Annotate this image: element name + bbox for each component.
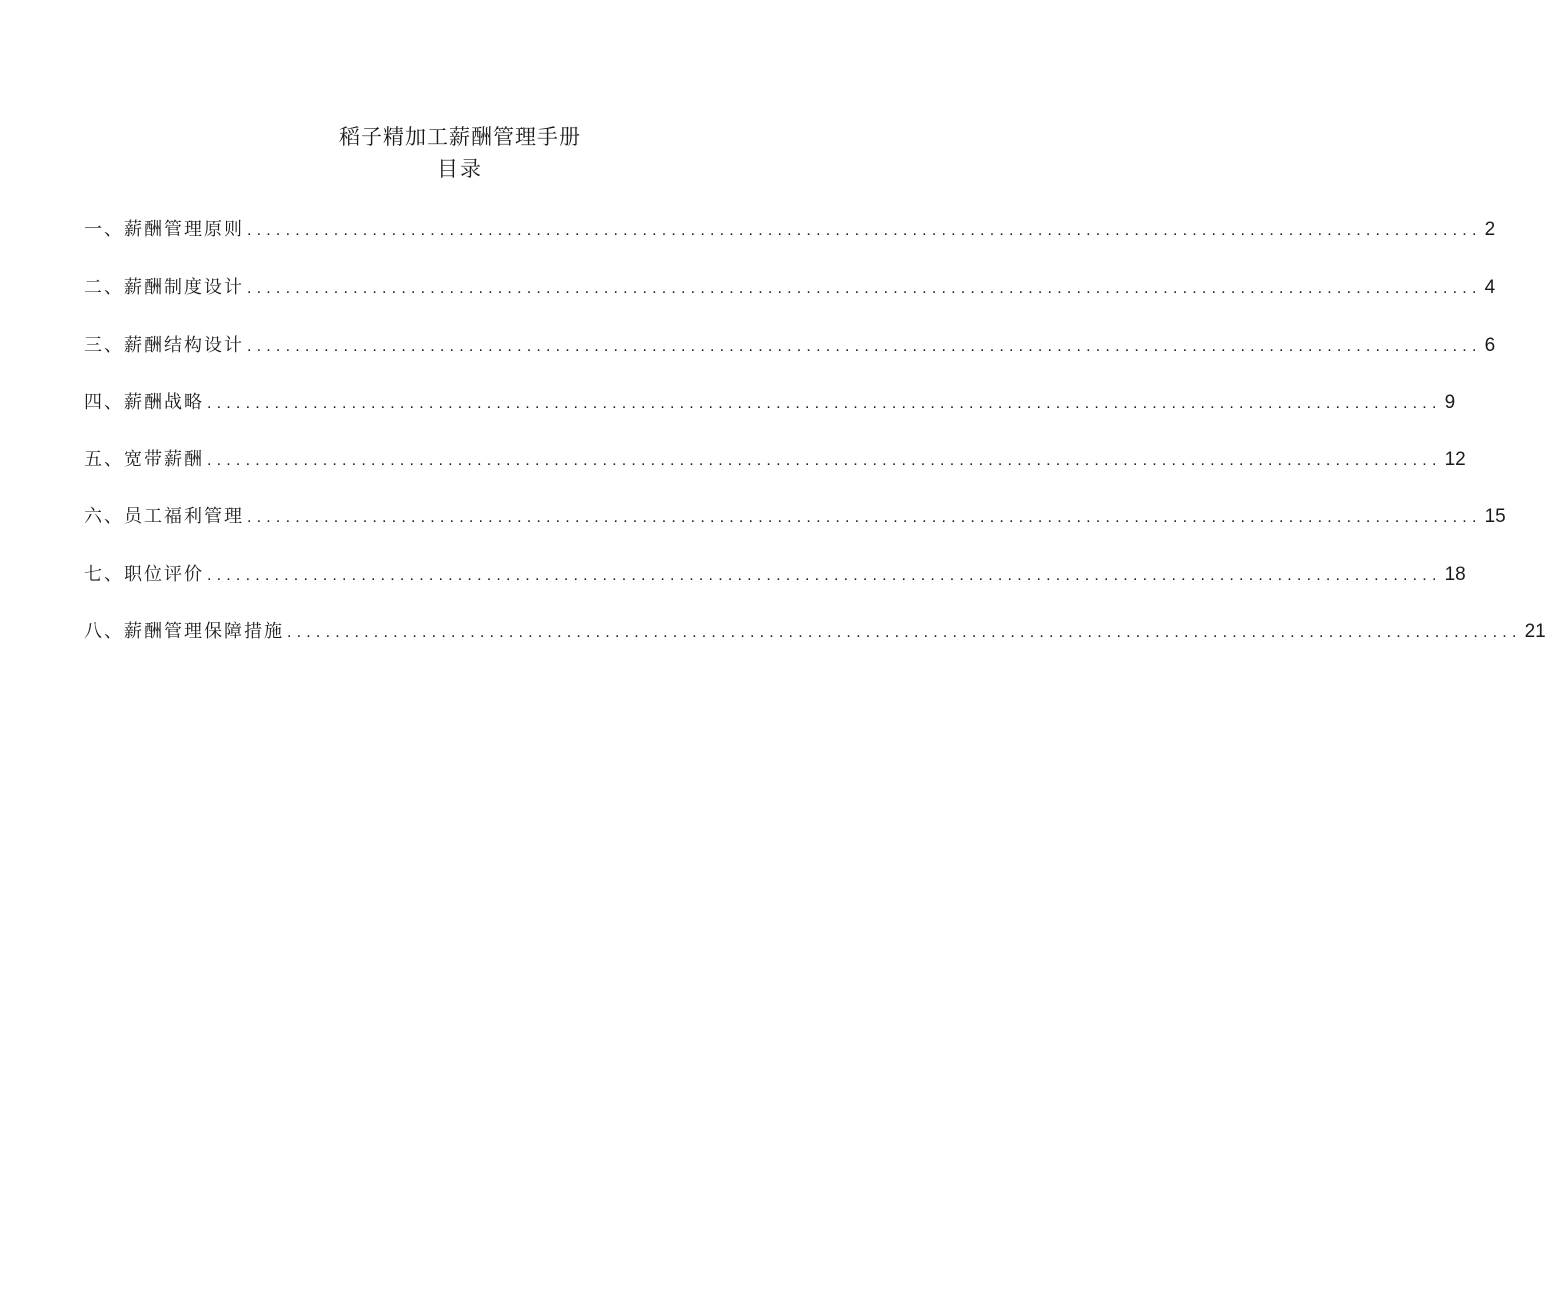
toc-entry[interactable]: [84, 561, 1466, 589]
toc-dot-leader: ................................................................................................................................: [247, 509, 1482, 526]
toc-entry-label: 一、薪酬管理原则: [84, 219, 244, 240]
toc-dot-leader: ................................................................................................................................: [247, 280, 1482, 297]
toc-entry-page: 15: [1484, 506, 1506, 527]
toc-entry-page: 9: [1444, 392, 1456, 413]
toc-dot-leader: ................................................................................................................................: [287, 624, 1522, 641]
toc-dot-leader: ................................................................................................................................: [207, 395, 1442, 412]
toc-entry[interactable]: [84, 446, 1466, 474]
toc-entry-page: 18: [1444, 564, 1466, 585]
toc-heading: 目录: [437, 157, 483, 181]
toc-entry[interactable]: [84, 503, 1506, 531]
toc-entry[interactable]: [84, 618, 1546, 646]
toc-entry-label: 七、职位评价: [84, 564, 204, 585]
toc-entry-label: 三、薪酬结构设计: [84, 335, 244, 356]
toc-entry-label: 二、薪酬制度设计: [84, 277, 244, 298]
toc-entry[interactable]: [84, 389, 1456, 417]
document-title: 稻子精加工薪酬管理手册: [339, 125, 581, 149]
toc-entry-label: 六、员工福利管理: [84, 506, 244, 527]
toc-entry-page: 2: [1484, 219, 1496, 240]
toc-dot-leader: ................................................................................................................................: [247, 222, 1482, 239]
toc-entry-label: 五、宽带薪酬: [84, 449, 204, 470]
toc-entry[interactable]: [84, 332, 1496, 360]
toc-entry-page: 21: [1524, 621, 1546, 642]
toc-dot-leader: ................................................................................................................................: [207, 567, 1442, 584]
toc-entry-page: 6: [1484, 335, 1496, 356]
toc-entry-page: 4: [1484, 277, 1496, 298]
toc-dot-leader: ................................................................................................................................: [207, 452, 1442, 469]
toc-entry[interactable]: [84, 274, 1496, 302]
toc-entry-label: 四、薪酬战略: [84, 392, 204, 413]
toc-entry-label: 八、薪酬管理保障措施: [84, 621, 284, 642]
toc-entry[interactable]: [84, 216, 1496, 244]
toc-dot-leader: ................................................................................................................................: [247, 338, 1482, 355]
toc-entry-page: 12: [1444, 449, 1466, 470]
